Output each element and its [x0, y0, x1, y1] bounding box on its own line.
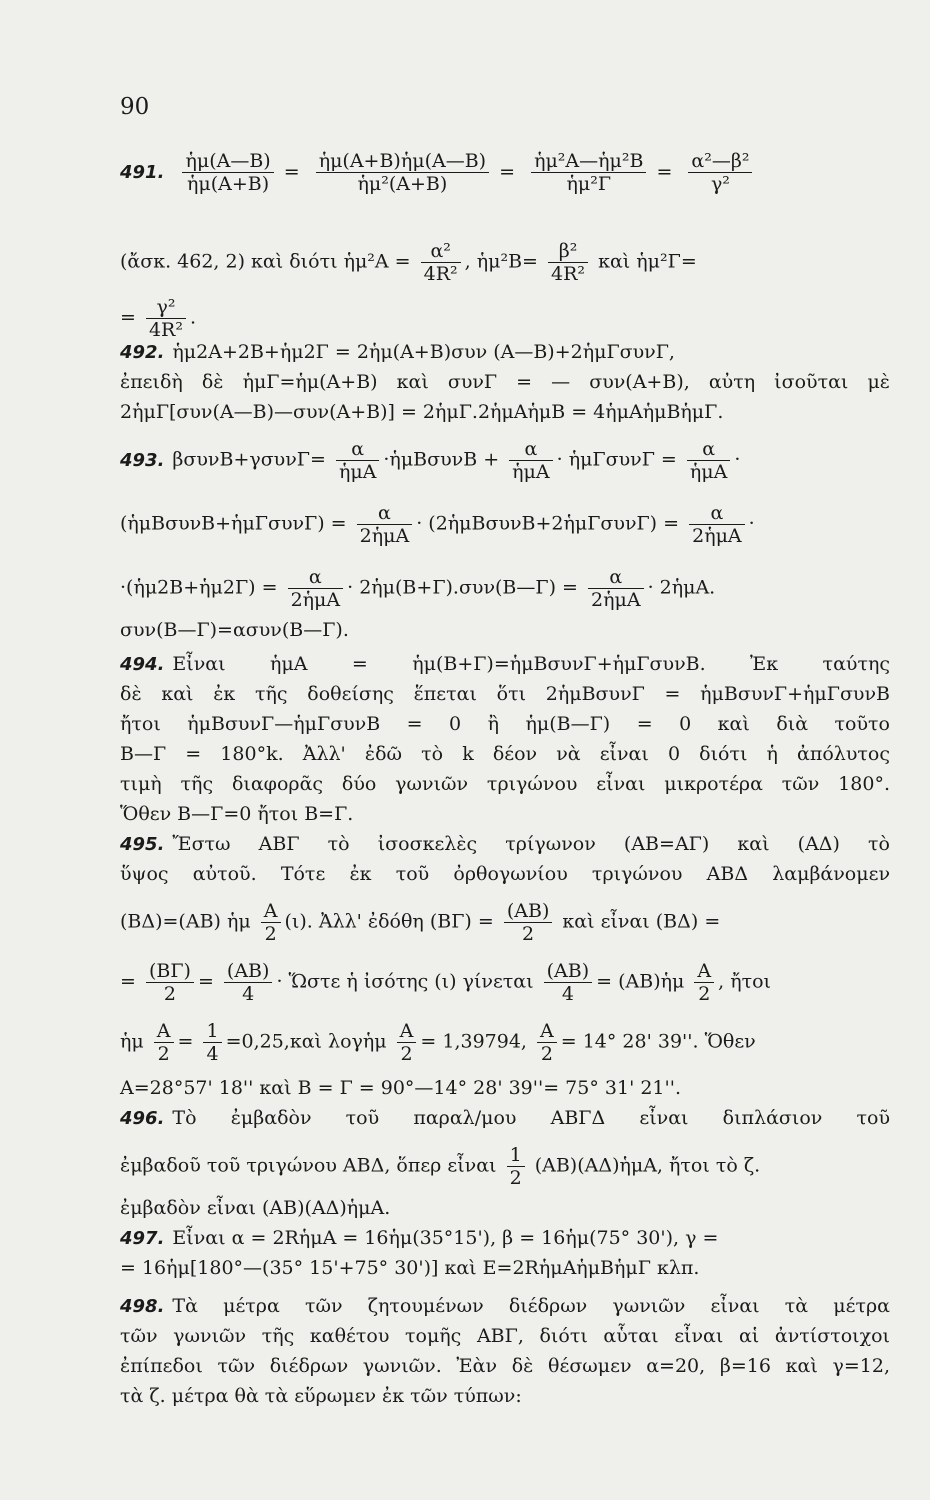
problem-497-line1: 497. Εἶναι α = 2RἡμΑ = 16ἡμ(35°15'), β = 16ἡμ(75° 30'), γ = [120, 1227, 719, 1249]
problem-495-line1: 495. Ἔστω ΑΒΓ τὸ ἰσοσκελὲς τρίγωνον (ΑΒ=ΑΓ) καὶ (ΑΔ) τὸ [120, 833, 890, 855]
problem-496-line2: ἐμβαδοῦ τοῦ τριγώνου ΑΒΔ, ὅπερ εἶναι $\frac{1}{2}$ (ΑΒ)(ΑΔ)ἡμΑ, ἤτοι τὸ ζ. [120, 1144, 761, 1189]
problem-498-line2: τῶν γωνιῶν τῆς καθέτου τομῆς ΑΒΓ, διότι αὗται εἶναι αἱ ἀντίστοιχοι [120, 1325, 890, 1347]
problem-491-line3: = $\frac{\text{γ²}}{\text{4R²}}$ . [120, 296, 197, 341]
fraction: $\frac{1}{2}$ [507, 1144, 525, 1189]
fraction: $\frac{A}{2}$ [397, 1020, 417, 1065]
fraction: $\frac{\alpha}{\text{2ἡμΑ}}$ [588, 566, 644, 611]
problem-493-line3: ·(ἡμ2Β+ἡμ2Γ) = $\frac{\alpha}{\text{2ἡμΑ}}$ · 2ἡμ(Β+Γ).συν(Β—Γ) = $\frac{\alpha}{\text{2ἡμΑ}}$ · 2ἡμΑ. [120, 566, 716, 611]
problem-495-line4: = $\frac{(B\Gamma)}{2}$ = $\frac{(AB)}{4}$ · Ὥστε ἡ ἰσότης (ι) γίνεται $\frac{(AB)}{4}$ = (ΑΒ)ἡμ $\frac{A}{2}$ , ἤτοι [120, 960, 771, 1005]
problem-number: 491. [120, 161, 165, 183]
fraction: $\frac{(AB)}{4}$ [544, 960, 593, 1005]
fraction: $\frac{\alpha}{\text{2ἡμΑ}}$ [689, 502, 745, 547]
problem-495-line6: Α=28°57' 18'' καὶ Β = Γ = 90°—14° 28' 39''= 75° 31' 21''. [120, 1077, 681, 1099]
problem-493-line4: συν(Β—Γ)=ασυν(Β—Γ). [120, 619, 349, 641]
fraction: $\frac{\alpha}{\text{ἡμΑ}}$ [336, 438, 379, 483]
problem-498-line3: ἐπίπεδοι τῶν διέδρων γωνιῶν. Ἐὰν δὲ θέσωμεν α=20, β=16 καὶ γ=12, [120, 1355, 890, 1377]
page-number: 90 [120, 94, 150, 120]
problem-number: 495. [120, 834, 165, 855]
fraction: $\frac{(B\Gamma)}{2}$ [146, 960, 194, 1005]
problem-496-line1: 496. Τὸ ἐμβαδὸν τοῦ παραλ/μου ΑΒΓΔ εἶναι διπλάσιον τοῦ [120, 1107, 890, 1129]
problem-494-line3: ἤτοι ἡμΒσυνΓ—ἡμΓσυνΒ = 0 ἢ ἡμ(Β—Γ) = 0 καὶ διὰ τοῦτο [120, 713, 890, 735]
problem-493-line1: 493. βσυνΒ+γσυνΓ= $\frac{\alpha}{\text{ἡμΑ}}$ ·ἡμΒσυνΒ + $\frac{\alpha}{\text{ἡμΑ}}$ · ἡμΓσυνΓ = $\frac{\alpha}{\text{ἡμΑ}}$ · [120, 438, 741, 483]
problem-495-line3: (ΒΔ)=(ΑΒ) ἡμ $\frac{A}{2}$ (ι). Ἀλλ' ἐδόθη (ΒΓ) = $\frac{(AB)}{2}$ καὶ εἶναι (ΒΔ) = [120, 900, 721, 945]
fraction: $\frac{(AB)}{2}$ [504, 900, 553, 945]
fraction: $\frac{\text{γ²}}{\text{4R²}}$ [146, 296, 186, 341]
fraction: $\frac{\text{ἡμ²Α—ἡμ²Β}}{\text{ἡμ²Γ}}$ [531, 150, 646, 195]
fraction: $\frac{1}{4}$ [203, 1020, 221, 1065]
fraction: $\frac{\alpha}{\text{2ἡμΑ}}$ [357, 502, 413, 547]
fraction: $\frac{\text{ἡμ(Α—Β)}}{\text{ἡμ(Α+Β)}}$ [182, 150, 273, 195]
problem-number: 498. [120, 1296, 165, 1317]
problem-491-line2: (ἄσκ. 462, 2) καὶ διότι ἡμ²Α = $\frac{\text{α²}}{\text{4R²}}$ , ἡμ²Β= $\frac{\text{β²}}{\text{4R²}}$ καὶ ἡμ²Γ= [120, 240, 697, 285]
problem-498-line4: τὰ ζ. μέτρα θὰ τὰ εὕρωμεν ἐκ τῶν τύπων: [120, 1385, 522, 1407]
fraction: $\frac{\alpha}{\text{ἡμΑ}}$ [509, 438, 552, 483]
fraction: $\frac{A}{2}$ [694, 960, 714, 1005]
problem-number: 494. [120, 654, 165, 675]
fraction: $\frac{\text{ἡμ(Α+Β)ἡμ(Α—Β)}}{\text{ἡμ²(Α+Β)}}$ [316, 150, 489, 195]
problem-number: 493. [120, 449, 165, 471]
fraction: $\frac{(AB)}{4}$ [224, 960, 273, 1005]
fraction: $\frac{\text{β²}}{\text{4R²}}$ [548, 240, 588, 285]
problem-number: 492. [120, 342, 165, 363]
problem-number: 497. [120, 1228, 165, 1249]
problem-492-line3: 2ἡμΓ[συν(Α—Β)—συν(Α+Β)] = 2ἡμΓ.2ἡμΑἡμΒ = 4ἡμΑἡμΒἡμΓ. [120, 401, 724, 423]
fraction: $\frac{\text{α²—β²}}{\text{γ²}}$ [688, 150, 752, 195]
problem-494-line5: τιμὴ τῆς διαφορᾶς δύο γωνιῶν τριγώνου εἶναι μικροτέρα τῶν 180°. [120, 773, 890, 795]
fraction: $\frac{\alpha}{\text{2ἡμΑ}}$ [288, 566, 344, 611]
problem-number: 496. [120, 1108, 165, 1129]
fraction: $\frac{A}{2}$ [261, 900, 281, 945]
problem-493-line2: (ἡμΒσυνΒ+ἡμΓσυνΓ) = $\frac{\alpha}{\text{2ἡμΑ}}$ · (2ἡμΒσυνΒ+2ἡμΓσυνΓ) = $\frac{\alpha}{\text{2ἡμΑ}}$ · [120, 502, 755, 547]
fraction: $\frac{A}{2}$ [154, 1020, 174, 1065]
problem-498-line1: 498. Τὰ μέτρα τῶν ζητουμένων διέδρων γωνιῶν εἶναι τὰ μέτρα [120, 1295, 890, 1317]
problem-494-line2: δὲ καὶ ἐκ τῆς δοθείσης ἕπεται ὅτι 2ἡμΒσυνΓ = ἡμΒσυνΓ+ἡμΓσυνΒ [120, 683, 890, 705]
problem-496-line3: ἐμβαδὸν εἶναι (ΑΒ)(ΑΔ)ἡμΑ. [120, 1197, 391, 1219]
problem-491-line1: 491. $\frac{\text{ἡμ(Α—Β)}}{\text{ἡμ(Α+Β)}}$ = $\frac{\text{ἡμ(Α+Β)ἡμ(Α—Β)}}{\text{ἡμ²(Α+Β)}}$ = $\frac{\text{ἡμ²Α—ἡμ²Β}}{\text{ἡμ²Γ}}$ = $\frac{\text{α²—β²}}{\text{γ²}}$ [120, 150, 890, 195]
problem-497-line2: = 16ἡμ[180°—(35° 15'+75° 30')] καὶ Ε=2RἡμΑἡμΒἡμΓ κλπ. [120, 1257, 700, 1279]
problem-492-line1: 492. ἡμ2Α+2Β+ἡμ2Γ = 2ἡμ(Α+Β)συν (Α—Β)+2ἡμΓσυνΓ, [120, 341, 675, 363]
fraction: $\frac{\alpha}{\text{ἡμΑ}}$ [687, 438, 730, 483]
problem-494-line6: Ὅθεν Β—Γ=0 ἤτοι Β=Γ. [120, 803, 354, 825]
problem-495-line5: ἡμ $\frac{A}{2}$ = $\frac{1}{4}$ =0,25,καὶ λογἡμ $\frac{A}{2}$ = 1,39794, $\frac{A}{2}$ = 14° 28' 39''. Ὅθεν [120, 1020, 756, 1065]
fraction: $\frac{\text{α²}}{\text{4R²}}$ [421, 240, 461, 285]
fraction: $\frac{A}{2}$ [537, 1020, 557, 1065]
problem-494-line4: Β—Γ = 180°k. Ἀλλ' ἐδῶ τὸ k δέον νὰ εἶναι 0 διότι ἡ ἀπόλυτος [120, 743, 890, 765]
problem-494-line1: 494. Εἶναι ἡμΑ = ἡμ(Β+Γ)=ἡμΒσυνΓ+ἡμΓσυνΒ. Ἐκ ταύτης [120, 653, 890, 675]
problem-492-line2: ἐπειδὴ δὲ ἡμΓ=ἡμ(Α+Β) καὶ συνΓ = — συν(Α+Β), αὐτη ἰσοῦται μὲ [120, 371, 890, 393]
problem-495-line2: ὕψος αὐτοῦ. Τότε ἐκ τοῦ ὀρθογωνίου τριγώνου ΑΒΔ λαμβάνομεν [120, 863, 890, 885]
